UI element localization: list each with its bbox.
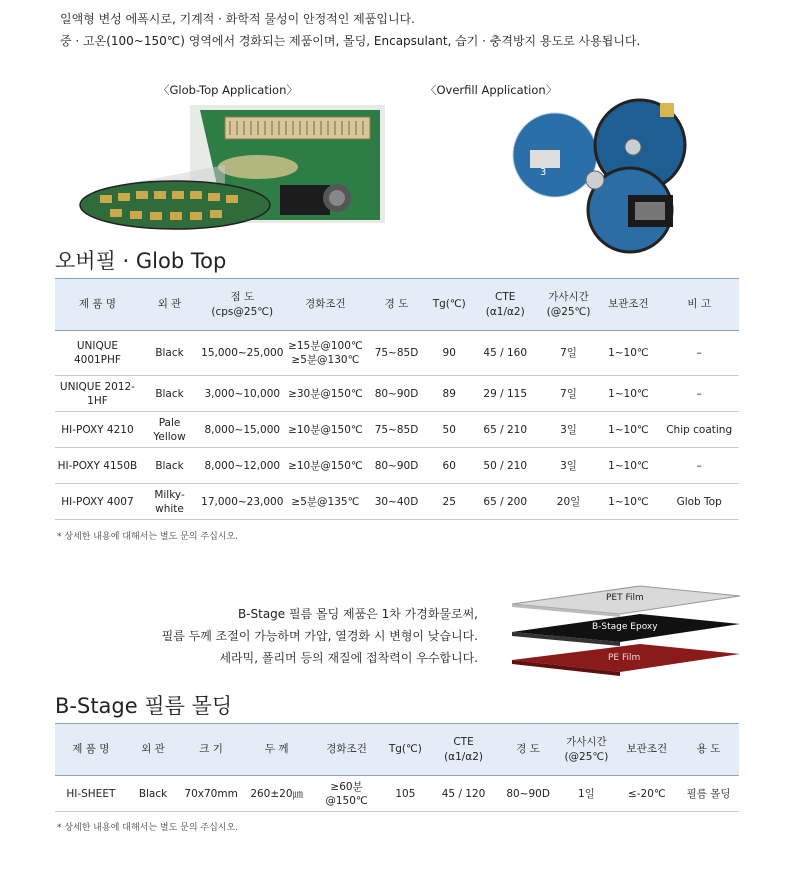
cell: 15,000~25,000: [199, 331, 285, 376]
cell: –: [659, 331, 739, 376]
cell: 105: [383, 776, 428, 812]
cell: 1~10℃: [597, 448, 659, 484]
cell: Glob Top: [659, 484, 739, 520]
cell: HI-POXY 4210: [55, 412, 140, 448]
col-header: Tg(℃): [428, 279, 471, 331]
intro-text: [60, 8, 640, 52]
cell: 80~90D: [499, 776, 557, 812]
cell: ≥60분@150℃: [310, 776, 382, 812]
cell: 29 / 115: [471, 376, 540, 412]
col-header: 경 도: [365, 279, 427, 331]
cell: HI-SHEET: [55, 776, 127, 812]
table-row: [55, 776, 739, 812]
cell: 7일: [540, 376, 598, 412]
col-header: 경화조건: [310, 724, 382, 776]
cell: Pale Yellow: [140, 412, 199, 448]
col-header: 두 께: [243, 724, 311, 776]
cell: –: [659, 376, 739, 412]
cell: 30~40D: [365, 484, 427, 520]
cell: ≤-20℃: [616, 776, 679, 812]
cell: 25: [428, 484, 471, 520]
bstage-epoxy-label: B-Stage Epoxy: [592, 622, 658, 632]
bstage-description: [162, 603, 478, 669]
table-row: [55, 331, 739, 376]
col-header: 경화조건: [285, 279, 365, 331]
col-header: Tg(℃): [383, 724, 428, 776]
cell: 50: [428, 412, 471, 448]
glob-top-photo: [75, 105, 385, 235]
cell: –: [659, 448, 739, 484]
cell: HI-POXY 4150B: [55, 448, 140, 484]
overfill-photo: [510, 95, 690, 255]
cell: UNIQUE 2012-1HF: [55, 376, 140, 412]
bstage-desc-line-3: 세라믹, 폴리머 등의 재질에 접착력이 우수합니다.: [219, 651, 478, 665]
bstage-spec-table: [55, 723, 739, 812]
cell: 3일: [540, 412, 598, 448]
col-header: 가사시간 (@25℃): [557, 724, 615, 776]
section2-note: * 상세한 내용에 대해서는 별도 문의 주십시오.: [57, 823, 239, 833]
cell: 17,000~23,000: [199, 484, 285, 520]
intro-line-2: 중 · 고온(100~150℃) 영역에서 경화되는 제품이며, 몰딩, Encapsulant, 습기 · 충격방지 용도로 사용됩니다.: [60, 34, 641, 48]
cell: ≥10분@150℃: [285, 412, 365, 448]
col-header: 용 도: [678, 724, 739, 776]
cell: 3일: [540, 448, 598, 484]
cell: 1~10℃: [597, 376, 659, 412]
bstage-desc-line-2: 필름 두께 조절이 가능하며 가압, 열경화 시 변형이 낮습니다.: [161, 629, 478, 643]
cell: 3,000~10,000: [199, 376, 285, 412]
col-header: 비 고: [659, 279, 739, 331]
cell: 8,000~15,000: [199, 412, 285, 448]
col-header: 외 관: [127, 724, 180, 776]
overfill-spec-table: [55, 278, 739, 520]
cell: 80~90D: [365, 448, 427, 484]
col-header: 보관조건: [597, 279, 659, 331]
cell: 20일: [540, 484, 598, 520]
cell: 75~85D: [365, 412, 427, 448]
film-layer-diagram: [510, 582, 742, 682]
col-header: 제 품 명: [55, 724, 127, 776]
cell: 1~10℃: [597, 484, 659, 520]
cell: 50 / 210: [471, 448, 540, 484]
col-header: 보관조건: [616, 724, 679, 776]
col-header: 외 관: [140, 279, 199, 331]
col-header: CTE (α1/α2): [471, 279, 540, 331]
cell: Black: [140, 376, 199, 412]
pet-film-label: PET Film: [606, 593, 644, 603]
cell: Milky-white: [140, 484, 199, 520]
cell: 65 / 210: [471, 412, 540, 448]
cell: UNIQUE 4001PHF: [55, 331, 140, 376]
cell: ≥5분@135℃: [285, 484, 365, 520]
cell: Chip coating: [659, 412, 739, 448]
table-row: [55, 448, 739, 484]
cell: 80~90D: [365, 376, 427, 412]
cell: Black: [140, 448, 199, 484]
glob-top-caption: 〈Glob-Top Application〉: [158, 83, 298, 97]
cell: ≥15분@100℃ ≥5분@130℃: [285, 331, 365, 376]
cell: ≥10분@150℃: [285, 448, 365, 484]
cell: 89: [428, 376, 471, 412]
bstage-desc-line-1: B-Stage 필름 몰딩 제품은 1차 가경화물로써,: [237, 607, 478, 621]
cell: 1~10℃: [597, 412, 659, 448]
cell: 90: [428, 331, 471, 376]
col-header: 경 도: [499, 724, 557, 776]
col-header: 제 품 명: [55, 279, 140, 331]
cell: HI-POXY 4007: [55, 484, 140, 520]
section-bstage-title: B-Stage 필름 몰딩: [55, 694, 233, 718]
table-row: [55, 484, 739, 520]
cell: ≥30분@150℃: [285, 376, 365, 412]
pe-film-label: PE Film: [608, 653, 641, 663]
cell: 75~85D: [365, 331, 427, 376]
table-header-row: [55, 279, 739, 331]
cell: 65 / 200: [471, 484, 540, 520]
cell: 1일: [557, 776, 615, 812]
cell: Black: [140, 331, 199, 376]
table-row: [55, 376, 739, 412]
cell: 7일: [540, 331, 598, 376]
cell: 8,000~12,000: [199, 448, 285, 484]
svg-text:3: 3: [540, 167, 547, 178]
col-header: 점 도 (cps@25℃): [199, 279, 285, 331]
col-header: CTE (α1/α2): [428, 724, 499, 776]
section1-note: * 상세한 내용에 대해서는 별도 문의 주십시오.: [57, 532, 239, 542]
intro-line-1: 일액형 변성 에폭시로, 기계적 · 화학적 물성이 안정적인 제품입니다.: [60, 12, 415, 26]
col-header: 크 기: [179, 724, 243, 776]
cell: Black: [127, 776, 180, 812]
cell: 70x70mm: [179, 776, 243, 812]
cell: 60: [428, 448, 471, 484]
cell: 260±20㎛: [243, 776, 311, 812]
cell: 45 / 160: [471, 331, 540, 376]
section-overfill-title: 오버필 · Glob Top: [55, 249, 227, 273]
overfill-caption: 〈Overfill Application〉: [425, 83, 558, 97]
table-row: [55, 412, 739, 448]
cell: 필름 몰딩: [678, 776, 739, 812]
table-header-row: [55, 724, 739, 776]
cell: 45 / 120: [428, 776, 499, 812]
col-header: 가사시간 (@25℃): [540, 279, 598, 331]
cell: 1~10℃: [597, 331, 659, 376]
